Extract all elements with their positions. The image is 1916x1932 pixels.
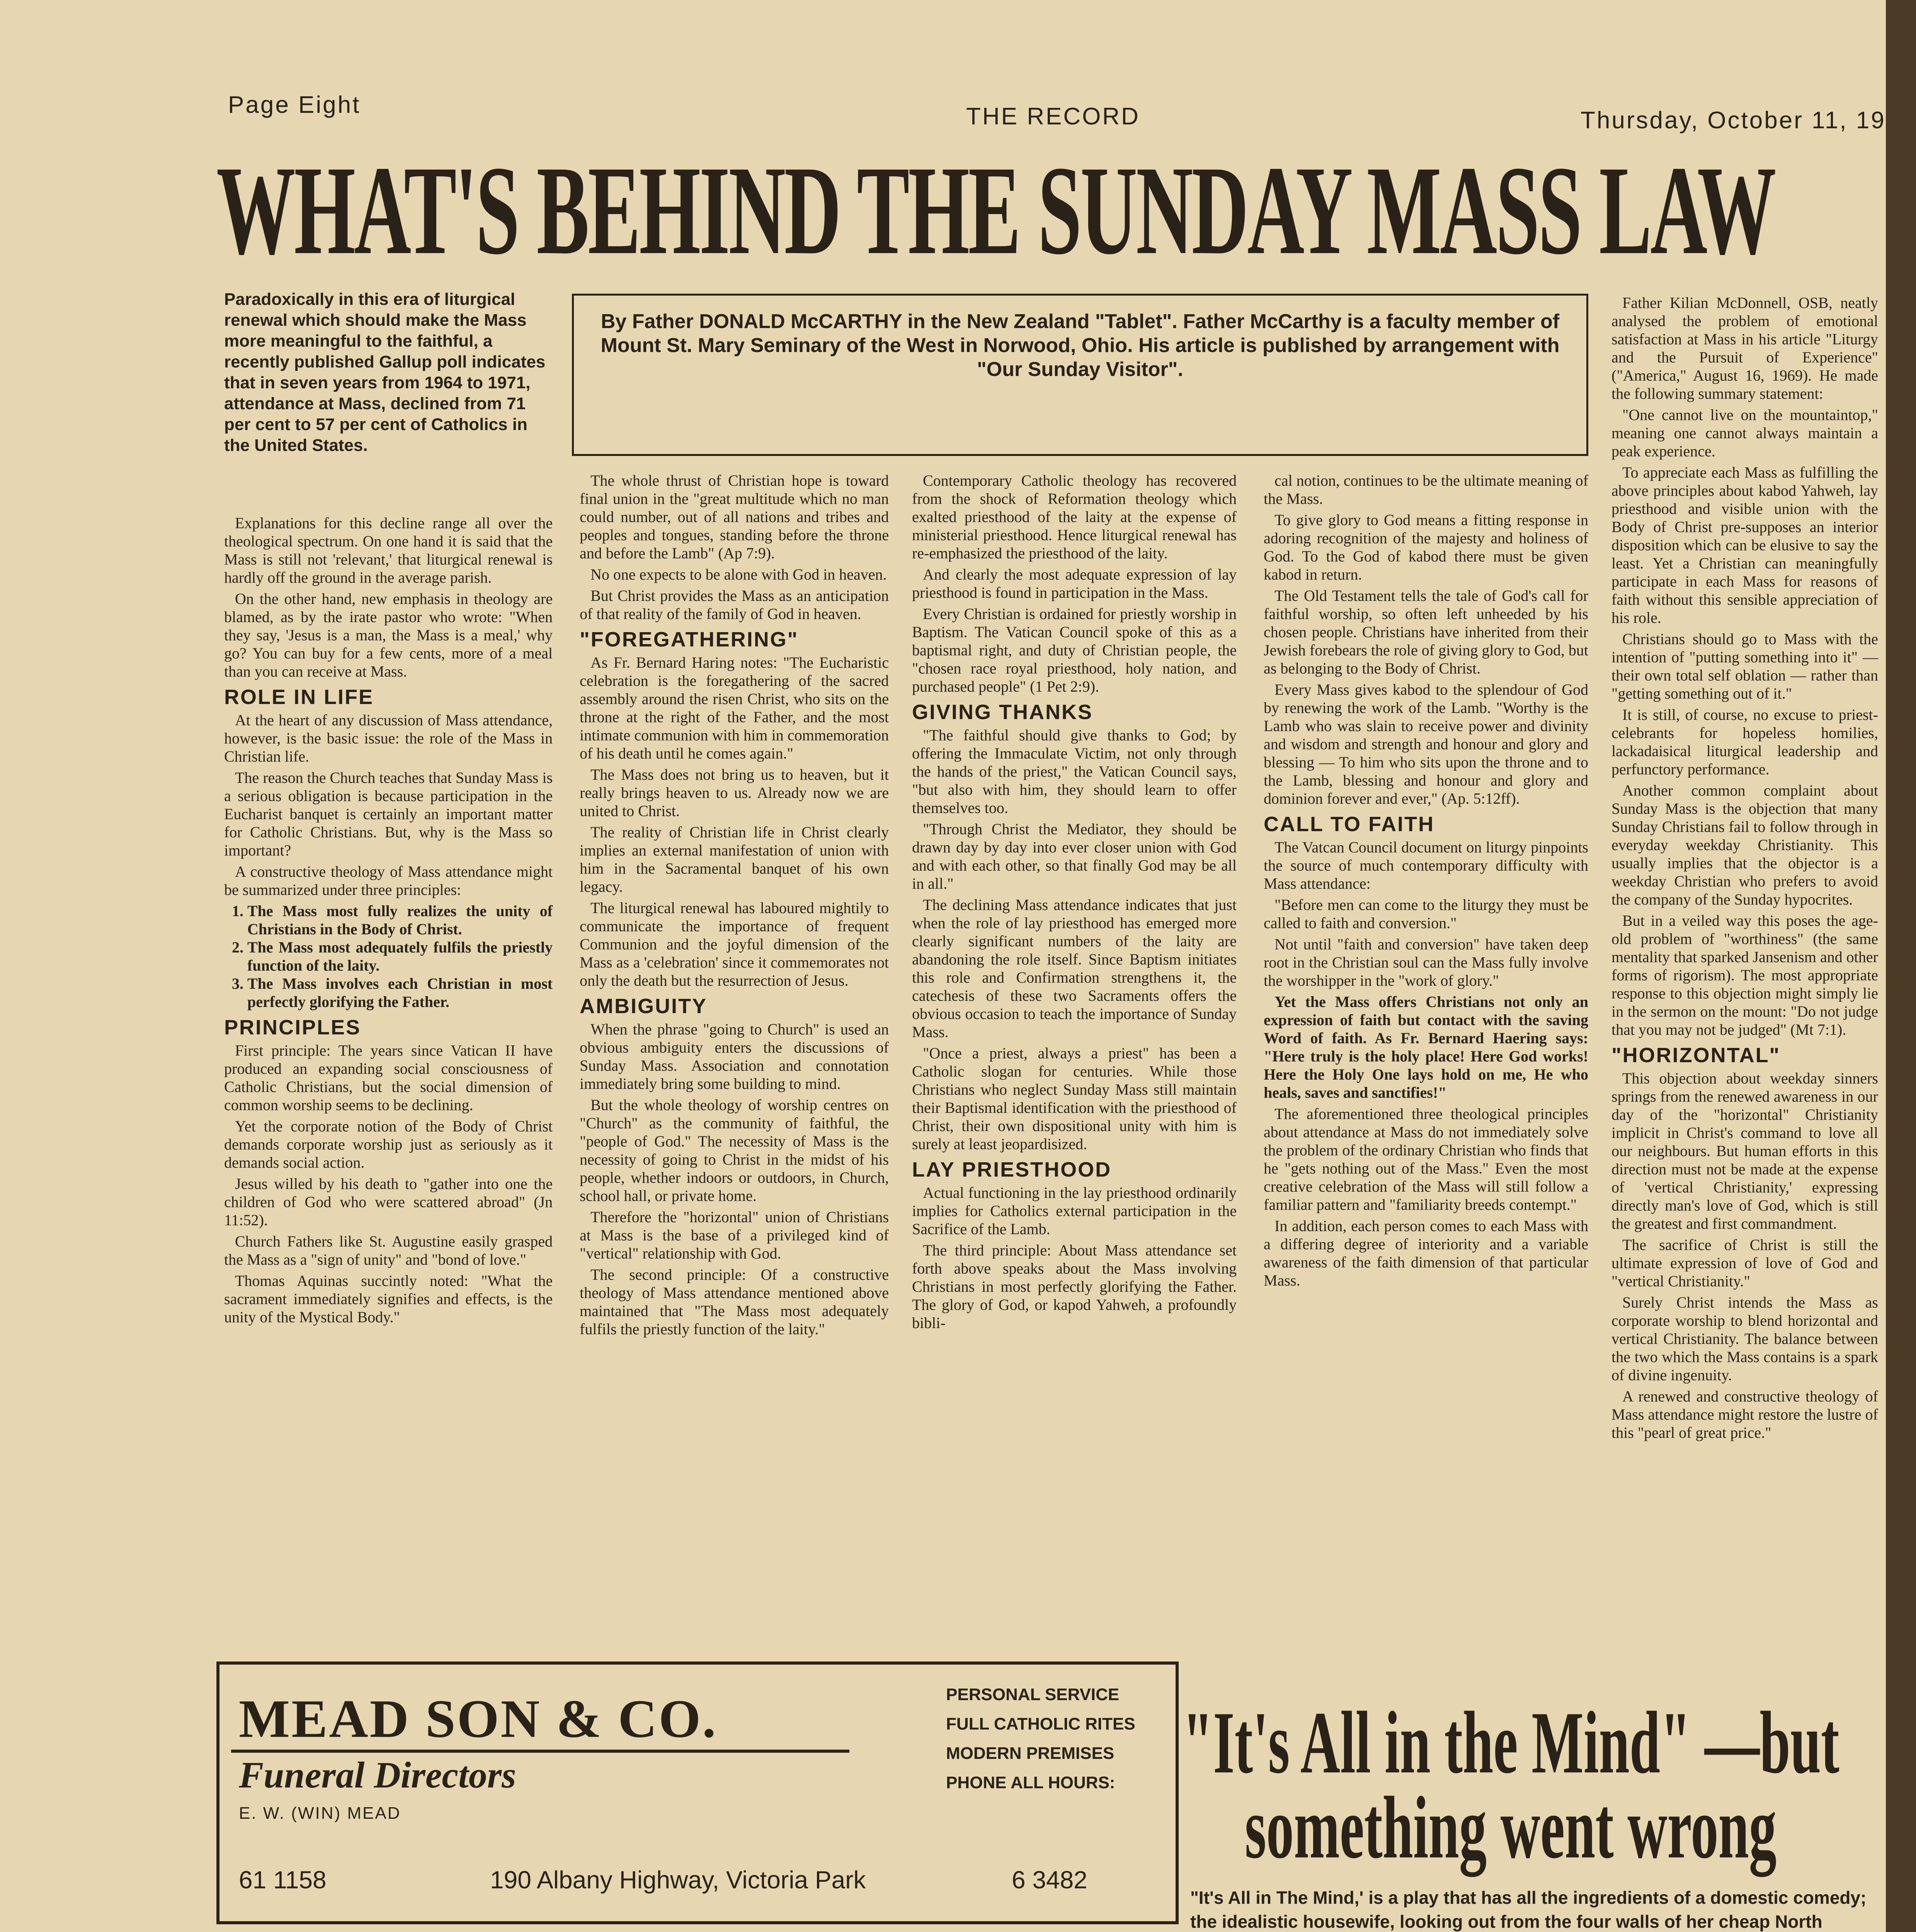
paragraph: The liturgical renewal has laboured mightily to communicate the importance of frequent Communion and the joyful dimension of the Mass as a 'celebration' since it commemorates not only the death but the resurrection of Jesus. [580,899,889,989]
subheading-foregathering: "FOREGATHERING" [580,628,799,651]
article-intro: Paradoxically in this era of liturgical renewal which should make the Mass more meaningful to the faithful, a recently published Gallup poll indicates that in seven years from 1964 to 1971, attendance at Mass, declined from 71 per cent to 57 per cent of Catholics in the United States. [224,290,546,455]
principles-list [224,902,553,1011]
ad-phone-1: 61 1158 [239,1866,327,1894]
paragraph: The aforementioned three theological principles about attendance at Mass do not immediately solve the problem of the ordinary Christian who finds that he "gets nothing out of the Mass." Even the most creative celebration of the Mass will still follow a familiar pattern and "familiarity breeds contempt." [1264,1105,1588,1213]
paragraph: To give glory to God means a fitting response in adoring recognition of the majesty and holiness of God. To the God of kabod there must be given kabod in return. [1264,511,1588,583]
paragraph: Therefore the "horizontal" union of Christians at Mass is the base of a privileged kind of "vertical" relationship with God. [580,1208,889,1262]
paragraph: The declining Mass attendance indicates that just when the role of lay priesthood has emerged more clearly significant numbers of the laity are abandoning the role itself. Since Baptism initiates this role and Confirmation strengthens it, the catechesis of these two Sacraments offers the obvious occasion to teach the importance of Sunday Mass. [912,896,1237,1041]
article-column-1 [224,514,553,1329]
paragraph: The Old Testament tells the tale of God's call for faithful worship, so often left unheeded by his chosen people. Christians have inherited from their Jewish forebears the role of giving glory to God, but as belonging to the Body of Christ. [1264,587,1588,677]
byline-box [572,294,1588,456]
ad-company-name: MEAD SON & CO. [239,1689,718,1749]
ad-services [946,1680,1135,1798]
paragraph: A renewed and constructive theology of Mass attendance might restore the lustre of this "pearl of great price." [1611,1388,1878,1441]
paragraph: First principle: The years since Vatican II have produced an expanding social consciousness of Catholic Christians, but the social dimension of common worship seems to be declining. [224,1042,553,1114]
paragraph: Contemporary Catholic theology has recovered from the shock of Reformation theology which exalted priesthood of the laity at the expense of ministerial priesthood. Hence liturgical renewal has re-emphasized the priesthood of the laity. [912,472,1237,562]
headline-line-1: "It's All in the Mind" —but [1183,1693,1839,1792]
paragraph: The reality of Christian life in Christ clearly implies an external manifestation of union with him in the Sacramental banquet of his own legacy. [580,823,889,895]
paragraph: Every Christian is ordained for priestly worship in Baptism. The Vatican Council spoke of this as a baptismal right, and duty of Christian people, the "chosen race royal priesthood, holy nation, and purchased people" (1 Pet 2:9). [912,605,1237,695]
paragraph: The whole thrust of Christian hope is toward final union in the "great multitude which no man could number, out of all nations and tribes and peoples and tongues, standing before the throne and before the Lamb" (Ap 7:9). [580,472,889,562]
paragraph: The Mass does not bring us to heaven, but it really brings heaven to us. Already now we are united to Christ. [580,766,889,820]
article-column-4 [1264,471,1588,1293]
subheading-giving-thanks: GIVING THANKS [912,701,1093,724]
paragraph: To appreciate each Mass as fulfilling the above principles about kabod Yahweh, lay priesthood and visible union with the Body of Christ pre-supposes an interior disposition which can be elusive to say the least. Yet a Christian can meaningfully participate in each Mass for reasons of faith without this sensible appreciation of his role. [1611,464,1878,626]
article-column-5 [1611,294,1878,1445]
article-column-3 [912,471,1237,1335]
paper-name: THE RECORD [966,103,1140,130]
list-item: 1. The Mass most fully realizes the unity of Christians in the Body of Christ. [247,902,553,938]
paragraph: This objection about weekday sinners springs from the renewed awareness in our day of the "horizontal" Christianity implicit in Christ's command to love all our neighbours. But human efforts in this direction must not be made at the expense of 'vertical Christianity,' expressing directly man's love of God, which is still the greatest and first commandment. [1611,1070,1878,1232]
paragraph: The third principle: About Mass attendance set forth above speaks about the Mass involving Christians in most perfectly glorifying the Father. The glory of God, or kapod Yahweh, a profoundly bibli- [912,1242,1237,1332]
paragraph: At the heart of any discussion of Mass attendance, however, is the basic issue: the role of the Mass in Christian life. [224,711,553,765]
ad-divider [231,1750,849,1753]
paragraph: The reason the Church teaches that Sunday Mass is a serious obligation is because participation in the Eucharist banquet is certainly an important matter for Catholic Christians. But, why is the Mass so important? [224,769,553,859]
paragraph: Thomas Aquinas succintly noted: "What the sacrament immediately signifies and effects, is the unity of the Mystical Body." [224,1272,553,1326]
paragraph: Every Mass gives kabod to the splendour of God by renewing the work of the Lamb. "Worthy is the Lamb who was slain to receive power and divinity and wisdom and strength and honour and glory and blessing — To him who sits upon the throne and to the Lamb, blessing and honour and glory and dominion forever and ever," (Ap. 5:12ff). [1264,681,1588,807]
paragraph: But Christ provides the Mass as an anticipation of that reality of the family of God in heaven. [580,587,889,622]
subheading-call-to-faith: CALL TO FAITH [1264,813,1434,836]
main-headline: WHAT'S BEHIND THE SUNDAY MASS LAW [216,140,1775,281]
paragraph: cal notion, continues to be the ultimate meaning of the Mass. [1264,472,1589,507]
paragraph: Yet the Mass offers Christians not only an expression of faith but contact with the saving Word of faith. As Fr. Bernard Haering says: "Here truly is the holy place! Here God works! Here the Holy One lays hold on me, He who heals, saves and sanctifies!" [1264,993,1588,1101]
paragraph: Another common complaint about Sunday Mass is the objection that many Sunday Christians fail to follow through in everyday weekday Christianity. This usually implies that the objector is a weekday Christian who prefers to avoid the company of the Sunday hypocrites. [1611,782,1878,908]
subheading-ambiguity: AMBIGUITY [580,995,707,1018]
subheading-lay-priesthood: LAY PRIESTHOOD [912,1158,1112,1181]
paragraph: Father Kilian McDonnell, OSB, neatly analysed the problem of emotional satisfaction at Mass in his article "Liturgy and the Pursuit of Experience" ("America," August 16, 1969). He made the following summary statement: [1611,294,1878,402]
paragraph: Yet the corporate notion of the Body of Christ demands corporate worship just as seriously as it demands social action. [224,1117,553,1171]
paragraph: Not until "faith and conversion" have taken deep root in the Christian soul can the Mass fully involve the worshipper in the "work of glory." [1264,935,1588,989]
funeral-director-ad [216,1662,1179,1924]
ad-address: 190 Albany Highway, Victoria Park [490,1866,866,1894]
article-column-2 [580,471,889,1341]
paragraph: In addition, each person comes to each Mass with a differing degree of interiority and a variable awareness of the faith dimension of that particular Mass. [1264,1217,1588,1289]
theatre-headline [1183,1693,1839,1877]
list-item: 2. The Mass most adequately fulfils the priestly function of the laity. [247,938,553,975]
ad-subtitle: Funeral Directors [239,1754,516,1796]
subheading-horizontal: "HORIZONTAL" [1611,1044,1781,1067]
paragraph: But the whole theology of worship centres on "Church" as the community of faithful, the "people of God." The necessity of Mass is the necessity of going to Christ in the midst of his people, whether indoors or outdoors, in Church, school hall, or private home. [580,1096,889,1204]
paragraph: "Before men can come to the liturgy they must be called to faith and conversion." [1264,896,1588,932]
paragraph: Explanations for this decline range all over the theological spectrum. On one hand it is said that the Mass is still not 'relevant,' that liturgical renewal is hardly off the ground in the average parish. [224,514,553,586]
paragraph: It is still, of course, no excuse to priest-celebrants for hopeless homilies, lackadaisical liturgical leadership and perfunctory performance. [1611,706,1878,778]
paragraph: "One cannot live on the mountaintop," meaning one cannot always maintain a peak experience. [1611,406,1878,460]
service-item: PERSONAL SERVICE [946,1685,1120,1704]
issue-date: Thursday, October 11, 19 [1581,107,1886,134]
headline-line-2: something went wrong [1245,1778,1777,1877]
service-item: PHONE ALL HOURS: [946,1773,1115,1792]
paragraph: Jesus willed by his death to "gather into one the children of God who were scattered abroad" (Jn 11:52). [224,1175,553,1229]
paragraph: The Vatcan Council document on liturgy pinpoints the source of much contemporary difficulty with Mass attendance: [1264,838,1588,892]
paragraph: Surely Christ intends the Mass as corporate worship to blend horizontal and vertical Christianity. The balance between the two which the Mass contains is a spark of divine ingenuity. [1611,1294,1878,1384]
page-binding-edge [1886,0,1916,1932]
service-item: FULL CATHOLIC RITES [946,1714,1135,1733]
paragraph: "The faithful should give thanks to God; by offering the Immaculate Victim, not only through the hands of the priest," the Vatican Council says, "but also with him, they should learn to offer themselves too. [912,726,1237,816]
list-item: 3. The Mass involves each Christian in most perfectly glorifying the Father. [247,975,553,1011]
paragraph: But in a veiled way this poses the age-old problem of "worthiness" (the same mentality that sparked Jansenism and other forms of rigorism). The most appropriate response to this objection might simply lie in the sermon on the mount: "Do not judge that you may not be judged" (Mt 7:1). [1611,912,1878,1038]
byline-text: By Father DONALD McCARTHY in the New Zealand "Tablet". Father McCarthy is a faculty member of Mount St. Mary Seminary of the West in Norwood, Ohio. His article is published by arrangement with "Our Sunday Visitor". [601,310,1560,381]
theatre-lead: "It's All in The Mind,' is a play that has all the ingredients of a domestic comedy; the idealistic housewife, looking out from the four walls of her cheap North [1190,1888,1867,1932]
ad-owner: E. W. (WIN) MEAD [239,1804,401,1823]
paragraph: Church Fathers like St. Augustine easily grasped the Mass as a "sign of unity" and "bond of love." [224,1233,553,1268]
subheading-principles: PRINCIPLES [224,1016,361,1039]
paragraph: And clearly the most adequate expression of lay priesthood is found in participation in the Mass. [912,566,1237,601]
ad-phone-2: 6 3482 [1012,1866,1087,1894]
paragraph: "Once a priest, always a priest" has been a Catholic slogan for centuries. While those Christians who neglect Sunday Mass still maintain their Baptismal identification with the priesthood of Christ, their own dispositional unity with him is surely at least jeopardisized. [912,1044,1237,1153]
paragraph: Actual functioning in the lay priesthood ordinarily implies for Catholics external participation in the Sacrifice of the Lamb. [912,1184,1237,1238]
paragraph: On the other hand, new emphasis in theology are blamed, as by the irate pastor who wrote: "When they say, 'Jesus is a man, the Mass is a meal,' why go? You can buy for a few cents, more of a meal than you can receive at Mass. [224,590,553,680]
paragraph: The sacrifice of Christ is still the ultimate expression of love of God and "vertical Christianity." [1611,1236,1878,1290]
paragraph: A constructive theology of Mass attendance might be summarized under three principles: [224,863,553,898]
paragraph: "Through Christ the Mediator, they should be drawn day by day into ever closer union with God and with each other, so that finally God may be all in all." [912,820,1237,892]
paragraph: As Fr. Bernard Haring notes: "The Eucharistic celebration is the foregathering of the sacred assembly around the risen Christ, who sits on the throne at the right of the Father, and the most intimate communion with him in commemoration of his death until he comes again." [580,654,889,762]
paragraph: Christians should go to Mass with the intention of "putting something into it" — their own total self oblation — rather than "getting something out of it." [1611,630,1878,702]
service-item: MODERN PREMISES [946,1744,1115,1763]
paragraph: When the phrase "going to Church" is used an obvious ambiguity enters the discussions of Sunday Mass. Association and connotation immediately bring some building to mind. [580,1020,889,1092]
subheading-role-in-life: ROLE IN LIFE [224,685,374,709]
paragraph: No one expects to be alone with God in heaven. [590,566,887,583]
page-number: Page Eight [228,92,361,118]
paragraph: The second principle: Of a constructive theology of Mass attendance mentioned above maintained that "The Mass most adequately fulfils the priestly function of the laity." [580,1266,889,1338]
